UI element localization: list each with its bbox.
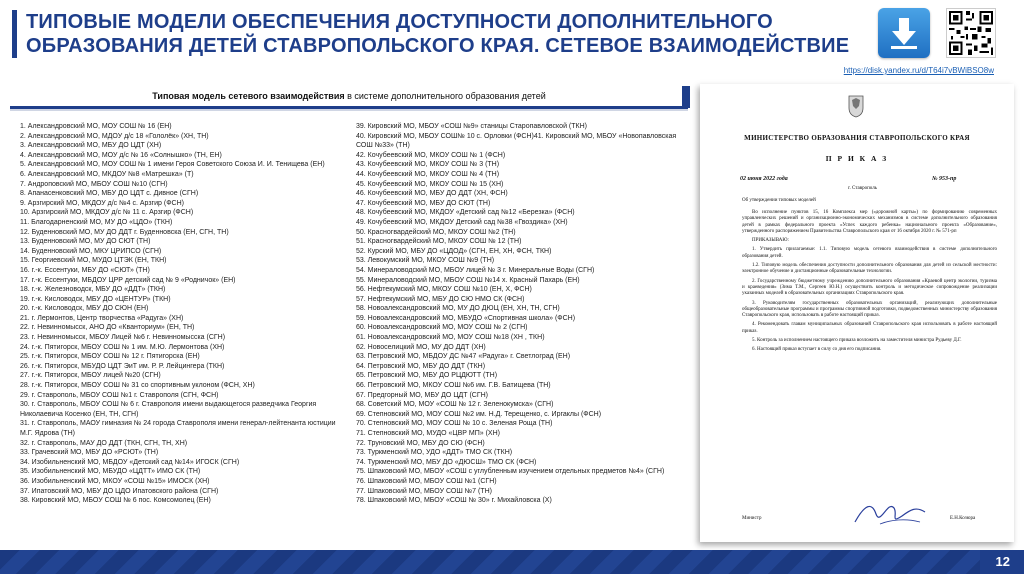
panel-title-bold: Типовая модель сетевого взаимодействия bbox=[152, 91, 345, 101]
list-item: 76. Шпаковский МО, МБОУ СОШ №1 (СГН) bbox=[356, 477, 497, 485]
list-item: 68. Советский МО, МОУ «СОШ № 12 г. Зеленокумска» (СГН) bbox=[356, 401, 554, 409]
list-item: 59. Новоалександровский МО, МБУДО «Спортивная школа» (ФСН) bbox=[356, 314, 576, 322]
list-item: 48. Кочубеевский МО, МКДОУ «Детский сад №12 «Березка» (ФСН) bbox=[356, 209, 575, 217]
list-item: 55. Минераловодский МО, МБОУ СОШ №14 х. Красный Пахарь (ЕН) bbox=[356, 276, 580, 284]
list-item: 7. Андроповский МО, МБОУ СОШ №10 (СГН) bbox=[20, 180, 168, 188]
list-item: 44. Кочубеевский МО, МКОУ СОШ № 4 (ТН) bbox=[356, 170, 500, 178]
list-item: 71. Степновский МО, МУДО «ЦВР МП» (ХН) bbox=[356, 430, 500, 437]
list-item: 33. Грачевский МО, МБУ ДО «РСЮТ» (ТН) bbox=[20, 449, 159, 457]
title-accent-bar bbox=[12, 10, 17, 58]
panel-header-accent bbox=[682, 86, 690, 108]
order-city: г. Ставрополь bbox=[848, 186, 877, 191]
list-item: 78. Шпаковский МО, МБОУ «СОШ № 30» г. Михайловска (Х) bbox=[356, 497, 552, 505]
list-item: 26. г.-к. Пятигорск, МБУДО ЦДТ ЭиТ им. Р. Р. Лейцингера (ТКН) bbox=[20, 362, 225, 370]
list-item: 49. Кочубеевский МО, МКДОУ Детский сад №38 «Гвоздика» (ХН) bbox=[356, 218, 568, 226]
list-item: 56. Нефтекумский МО, МКОУ СОШ №10 (ЕН, Х, ФСН) bbox=[356, 286, 532, 294]
signature-icon bbox=[850, 494, 930, 532]
list-item: 22. г. Невинномысск, АНО ДО «Кванториум» (ЕН, ТН) bbox=[20, 324, 195, 332]
order-number: № 953-пр bbox=[932, 176, 957, 182]
organization-list-left bbox=[20, 122, 346, 506]
list-item: 15. Георгиевский МО, МУДО ЦТЭК (ЕН, ТКН) bbox=[20, 257, 167, 265]
download-button[interactable] bbox=[878, 8, 930, 58]
panel-header bbox=[10, 86, 688, 109]
order-paragraph: 2. Государственному бюджетному учреждению дополнительного образования «Краевой центр экологии, туризма и краеведения» (Зима Т.М., Сергеев Ю.Н.) осуществить контроль и методическое сопровождение реализации указанных моделей в образовательных организациях Ставропольского края. bbox=[742, 278, 997, 297]
list-item: 64. Петровский МО, МБУ ДО ДДТ (ТКН) bbox=[356, 362, 486, 370]
list-item: 42. Кочубеевский МО, МКОУ СОШ № 1 (ФСН) bbox=[356, 151, 506, 159]
list-item: 54. Минераловодский МО, МБОУ лицей № 3 г. Минеральные Воды (СГН) bbox=[356, 266, 595, 274]
list-item: 18. г.-к. Железноводск, МБУ ДО «ДДТ» (ТКН) bbox=[20, 286, 166, 294]
list-item: 9. Арзгирский МО, МКДОУ д/с №4 с. Арзгир (ФСН) bbox=[20, 199, 184, 207]
list-item: 3. Александровский МО, МБУ ДО ЦДТ (ХН) bbox=[20, 142, 162, 150]
list-item: 73. Туркменский МО, УДО «ДДТ» ТМО СК (ТКН) bbox=[356, 449, 513, 457]
list-item: 51. Красногвардейский МО, МКОУ СОШ № 12 (ТН) bbox=[356, 238, 522, 246]
list-item: 14. Буденновский МО, МКУ ЦРИПСО (СГН) bbox=[20, 247, 162, 255]
list-item: 46. Кочубеевский МО, МБУ ДО ДДТ (ХН, ФСН) bbox=[356, 190, 508, 198]
list-item: 72. Труновский МО, МБУ ДО СЮ (ФСН) bbox=[356, 439, 485, 447]
organization-list-right bbox=[356, 122, 682, 506]
list-item: 40. Кировский МО, МБОУ СОШ№ 10 с. Орловки (ФСН)41. Кировский МО, МБОУ «Новопавловская СОШ №33» (ТН) bbox=[356, 132, 677, 150]
list-item: 58. Новоалександровский МО, МУ ДО ДЮЦ (ЕН, ХН, ТН, СГН) bbox=[356, 305, 560, 313]
list-item: 53. Левокумский МО, МКОУ СОШ №9 (ТН) bbox=[356, 257, 495, 265]
signer-name: Е.Н.Козюра bbox=[950, 516, 976, 521]
list-item: 38. Кировский МО, МБОУ СОШ № 6 пос. Комсомолец (ЕН) bbox=[20, 497, 211, 505]
order-body bbox=[742, 210, 997, 357]
list-item: 4. Александровский МО, МОУ д/с № 16 «Солнышко» (ТН, ЕН) bbox=[20, 151, 222, 159]
order-paragraph: Во исполнение пунктов 15, 16 Комплекса мер («дорожной карты») по формированию современных управленческих решений и организационно-экономических механизмов в системе дополнительного образования детей в рамках федерального проекта «Успех каждого ребенка» национального проекта «Образование», утвержденного распоряжением Правительства Ставропольского края от 16 октября 2020 г. № 571-рп bbox=[742, 210, 997, 234]
order-document bbox=[700, 84, 1014, 542]
list-item: 37. Ипатовский МО, МБУ ДО ЦДО Ипатовского района (СГН) bbox=[20, 487, 219, 495]
list-item: 11. Благодарненский МО, МУ ДО «ЦДО» (ТКН) bbox=[20, 218, 173, 226]
download-arrow-icon bbox=[889, 16, 919, 50]
list-item: 70. Степновский МО, МОУ СОШ № 10 с. Зеленая Роща (ТН) bbox=[356, 420, 553, 428]
list-item: 31. г. Ставрополь, МАОУ гимназия № 24 города Ставрополя имени генерал-лейтенанта юстиции М.Г. Ядрова (ТН) bbox=[20, 420, 336, 437]
list-item: 63. Петровский МО, МБДОУ ДС №47 «Радуга» г. Светлоград (ЕН) bbox=[356, 353, 571, 361]
page-title: ТИПОВЫЕ МОДЕЛИ ОБЕСПЕЧЕНИЯ ДОСТУПНОСТИ ДОПОЛНИТЕЛЬНОГО ОБРАЗОВАНИЯ ДЕТЕЙ СТАВРОПОЛЬСКОГО КРАЯ. СЕТЕВОЕ ВЗАИМОДЕЙСТВИЕ bbox=[26, 11, 850, 57]
list-item: 20. г.-к. Кисловодск, МБУ ДО СЮН (ЕН) bbox=[20, 305, 149, 313]
order-paragraph: 1. Утвердить прилагаемые: 1.1. Типовую модель сетевого взаимодействия в системе дополнительного образования детей. bbox=[742, 247, 997, 259]
list-item: 43. Кочубеевский МО, МКОУ СОШ № 3 (ТН) bbox=[356, 161, 500, 169]
order-paragraph: ПРИКАЗЫВАЮ: bbox=[752, 238, 789, 244]
list-item: 30. г. Ставрополь, МБОУ СОШ № 6 г. Ставрополя имени выдающегося разведчика Георгия Николаевича Косенко (ЕН, ТН, СГН) bbox=[20, 401, 317, 418]
list-item: 16. г.-к. Ессентуки, МБУ ДО «СЮТ» (ТН) bbox=[20, 266, 150, 274]
list-item: 12. Буденновский МО, МУ ДО ДДТ г. Буденновска (ЕН, СГН, ТН) bbox=[20, 228, 229, 236]
list-item: 2. Александровский МО, МДОУ д/с 18 «Гололёк» (ХН, ТН) bbox=[20, 132, 209, 140]
order-paragraph: 4. Рекомендовать главам муниципальных образований Ставропольского края использовать в работе настоящий приказ. bbox=[742, 322, 997, 334]
order-subject: Об утверждении типовых моделей bbox=[742, 198, 816, 203]
order-date: 02 июня 2022 года bbox=[740, 176, 788, 182]
list-item: 27. г.-к. Пятигорск, МБОУ лицей №20 (СГН) bbox=[20, 372, 161, 380]
list-item: 13. Буденновский МО, МУ ДО СЮТ (ТН) bbox=[20, 238, 151, 246]
list-item: 25. г.-к. Пятигорск, МБОУ СОШ № 12 г. Пятигорска (ЕН) bbox=[20, 353, 200, 361]
list-item: 29. г. Ставрополь, МБОУ СОШ №1 г. Ставрополя (СГН, ФСН) bbox=[20, 391, 219, 399]
list-item: 77. Шпаковский МО, МБОУ СОШ №7 (ТН) bbox=[356, 487, 493, 495]
list-item: 74. Туркменский МО, МБУ ДО «ДЮСШ» ТМО СК (ФСН) bbox=[356, 458, 537, 466]
signer-title: Министр bbox=[742, 516, 762, 521]
list-item: 23. г. Невинномысск, МБОУ Лицей №6 г. Невинномысска (СГН) bbox=[20, 334, 226, 342]
list-item: 1. Александровский МО, МОУ СОШ № 16 (ЕН) bbox=[20, 123, 172, 130]
ministry-name: МИНИСТЕРСТВО ОБРАЗОВАНИЯ СТАВРОПОЛЬСКОГО КРАЯ bbox=[744, 134, 970, 142]
list-item: 67. Предгорный МО, МБУ ДО ЦДТ (СГН) bbox=[356, 391, 489, 399]
list-item: 62. Новоселицкий МО, МУ ДО ДДТ (ХН) bbox=[356, 343, 486, 351]
order-paragraph: 5. Контроль за исполнением настоящего приказа возложить на заместителя министра Рудьеву Д.Г. bbox=[752, 338, 962, 344]
list-item: 36. Изобильненский МО, МКОУ «СОШ №15» ИМОСК (ХН) bbox=[20, 477, 210, 485]
list-item: 10. Арзгирский МО, МКДОУ д/с № 11 с. Арзгир (ФСН) bbox=[20, 209, 194, 217]
order-heading: П Р И К А З bbox=[825, 154, 889, 163]
yandex-disk-link[interactable]: https://disk.yandex.ru/d/T64i7vBWiBSO8w bbox=[843, 66, 994, 75]
list-item: 50. Красногвардейский МО, МКОУ СОШ №2 (ТН) bbox=[356, 228, 516, 236]
qr-code-icon[interactable] bbox=[946, 8, 996, 58]
list-item: 35. Изобильненский МО, МБУДО «ЦДТТ» ИМО СК (ТН) bbox=[20, 468, 201, 476]
list-item: 60. Новоалександровский МО, МОУ СОШ № 2 (СГН) bbox=[356, 324, 528, 332]
list-item: 45. Кочубеевский МО, МКОУ СОШ № 15 (ХН) bbox=[356, 180, 504, 188]
list-item: 17. г.-к. Ессентуки, МБДОУ ЦРР детский сад № 9 «Родничок» (ЕН) bbox=[20, 276, 236, 284]
order-paragraph: 3. Руководителям государственных образовательных организаций, реализующих дополнительные общеобразовательные программы и программы спортивной подготовки, подведомственных министерству образования Ставропольского края, использовать в работе настоящий приказ. bbox=[742, 300, 997, 319]
page-number: 12 bbox=[995, 554, 1010, 569]
list-item: 39. Кировский МО, МБОУ «СОШ №9» станицы Старопавловской (ТКН) bbox=[356, 123, 587, 130]
order-paragraph: 1.2. Типовую модель обеспечения доступности дополнительного образования для детей из сельской местности: электронное обучение и дистанционные образовательные технологии. bbox=[742, 263, 997, 275]
list-item: 52. Курский МО, МБУ ДО «ЦДОД» (СГН, ЕН, ХН, ФСН, ТКН) bbox=[356, 247, 552, 255]
panel-title bbox=[10, 91, 688, 101]
list-item: 57. Нефтекумский МО, МБУ ДО СЮ НМО СК (ФСН) bbox=[356, 295, 525, 303]
order-paragraph: 6. Настоящий приказ вступает в силу со дня его подписания. bbox=[752, 347, 882, 353]
list-item: 34. Изобильненский МО, МБДОУ «Детский сад №14» ИГОСК (СГН) bbox=[20, 458, 240, 466]
list-item: 8. Апанасенковский МО, МБУ ДО ЦДТ с. Дивное (СГН) bbox=[20, 190, 199, 198]
list-item: 65. Петровский МО, МБУ ДО РЦДЮТТ (ТН) bbox=[356, 372, 498, 380]
coat-of-arms-icon bbox=[847, 94, 865, 118]
list-item: 19. г.-к. Кисловодск, МБУ ДО «ЦЕНТУР» (ТКН) bbox=[20, 295, 171, 303]
list-item: 5. Александровский МО, МОУ СОШ № 1 имени Героя Советского Союза И. И. Тенищева (ЕН) bbox=[20, 161, 325, 169]
list-item: 6. Александровский МО, МКДОУ №8 «Матрешка» (Т) bbox=[20, 170, 194, 178]
list-item: 28. г.-к. Пятигорск, МБОУ СОШ № 31 со спортивным уклоном (ФСН, ХН) bbox=[20, 382, 255, 390]
list-item: 75. Шпаковский МО, МБОУ «СОШ с углубленным изучением отдельных предметов №4» (СГН) bbox=[356, 468, 665, 476]
list-item: 21. г. Лермонтов, Центр творчества «Радуга» (ХН) bbox=[20, 314, 184, 322]
network-model-panel bbox=[10, 86, 688, 548]
footer-pattern bbox=[0, 550, 980, 574]
list-item: 61. Новоалександровский МО, МОУ СОШ №18 (ХН , ТКН) bbox=[356, 334, 545, 342]
footer-bar bbox=[0, 550, 1024, 574]
list-item: 69. Степновский МО, МОУ СОШ №2 им. Н.Д. Терещенко, с. Иргаклы (ФСН) bbox=[356, 410, 602, 418]
list-item: 24. г.-к. Пятигорск, МБОУ СОШ № 1 им. М.Ю. Лермонтова (ХН) bbox=[20, 343, 225, 351]
list-item: 66. Петровский МО, МКОУ СОШ №6 им. Г.В. Батищева (ТН) bbox=[356, 382, 551, 390]
panel-title-rest: в системе дополнительного образования детей bbox=[344, 91, 546, 101]
list-item: 47. Кочубеевский МО, МБУ ДО СЮТ (ТН) bbox=[356, 199, 491, 207]
list-item: 32. г. Ставрополь, МАУ ДО ДДТ (ТКН, СГН, ТН, ХН) bbox=[20, 439, 188, 447]
